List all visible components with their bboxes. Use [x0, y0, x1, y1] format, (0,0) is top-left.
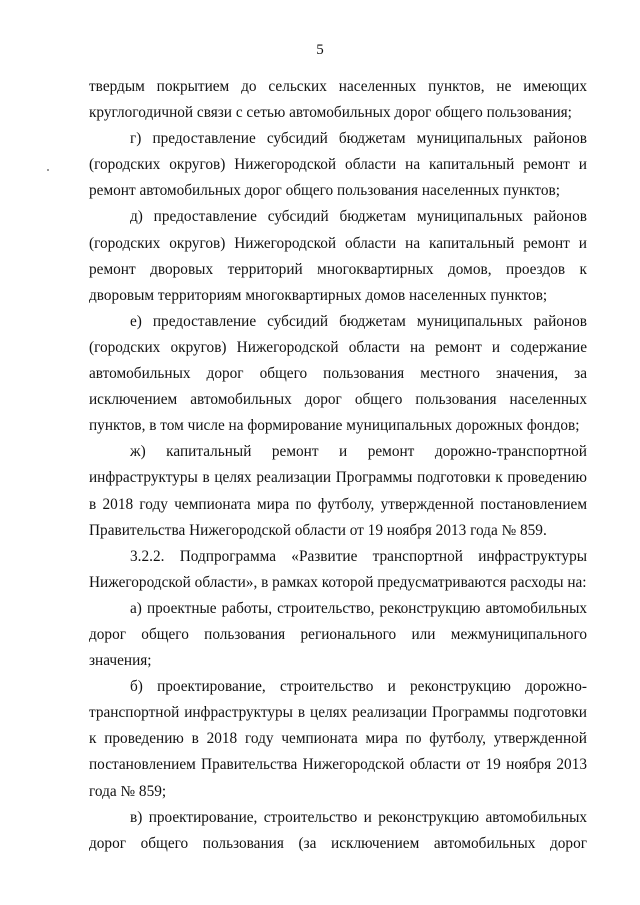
text-line: дорог общего пользования регионального или межмуниципального — [89, 625, 587, 643]
text-line: д) предоставление субсидий бюджетам муниципальных районов — [130, 208, 587, 226]
text-line: (городских округов) Нижегородской области на капитальный ремонт и — [89, 234, 587, 252]
text-line: исключением автомобильных дорог общего пользования населенных — [89, 391, 587, 409]
scan-speck — [47, 169, 49, 171]
text-line: постановлением Правительства Нижегородской области от 19 ноября 2013 — [89, 756, 587, 774]
text-line: 3.2.2. Подпрограмма «Развитие транспортной инфраструктуры — [130, 547, 587, 565]
text-line: пунктов, в том числе на формирование муниципальных дорожных фондов; — [89, 417, 580, 435]
text-line: к проведению в 2018 году чемпионата мира по футболу, утвержденной — [89, 730, 587, 748]
text-line: автомобильных дорог общего пользования местного значения, за — [89, 365, 587, 383]
text-line: значения; — [89, 652, 152, 670]
document-body — [89, 74, 587, 857]
text-line: (городских округов) Нижегородской области на ремонт и содержание — [89, 338, 587, 356]
paragraph-p_b — [89, 674, 587, 804]
text-line: твердым покрытием до сельских населенных пунктов, не имеющих — [89, 78, 587, 95]
text-line: дворовым территориям многоквартирных домов населенных пунктов; — [89, 286, 548, 304]
text-line: круглогодичной связи с сетью автомобильных дорог общего пользования; — [89, 104, 572, 122]
text-line: дорог общего пользования (за исключением автомобильных дорог — [89, 834, 587, 852]
text-line: (городских округов) Нижегородской области на капитальный ремонт и — [89, 156, 587, 174]
text-line: Нижегородской области», в рамках которой предусматриваются расходы на: — [89, 573, 587, 591]
text-line: транспортной инфраструктуры в целях реализации Программы подготовки — [89, 704, 587, 722]
text-line: Правительства Нижегородской области от 19 ноября 2013 года № 859. — [89, 521, 547, 539]
text-line: в 2018 году чемпионата мира по футболу, утвержденной постановлением — [89, 495, 587, 513]
paragraph-p_v — [89, 805, 587, 857]
text-line: ремонт автомобильных дорог общего пользования населенных пунктов; — [89, 182, 560, 200]
text-line: ж) капитальный ремонт и ремонт дорожно-транспортной — [130, 443, 587, 461]
text-line: года № 859; — [89, 782, 167, 800]
paragraph-p_zh — [89, 439, 587, 543]
text-line: а) проектные работы, строительство, реконструкцию автомобильных — [130, 599, 587, 617]
paragraph-p_322 — [89, 544, 587, 596]
text-line: ремонт дворовых территорий многоквартирных домов, проездов к — [89, 260, 587, 278]
page-number: 5 — [316, 42, 324, 58]
text-line: е) предоставление субсидий бюджетам муниципальных районов — [130, 312, 587, 330]
text-line: б) проектирование, строительство и реконструкцию дорожно- — [130, 678, 587, 696]
text-line: инфраструктуры в целях реализации Программы подготовки к проведению — [89, 469, 587, 487]
paragraph-p0 — [89, 74, 587, 126]
text-line: г) предоставление субсидий бюджетам муниципальных районов — [130, 130, 587, 148]
paragraph-p_e — [89, 309, 587, 439]
paragraph-p_d — [89, 204, 587, 308]
text-line: в) проектирование, строительство и реконструкцию автомобильных — [130, 808, 587, 826]
paragraph-p_a — [89, 596, 587, 674]
paragraph-p_g — [89, 126, 587, 204]
